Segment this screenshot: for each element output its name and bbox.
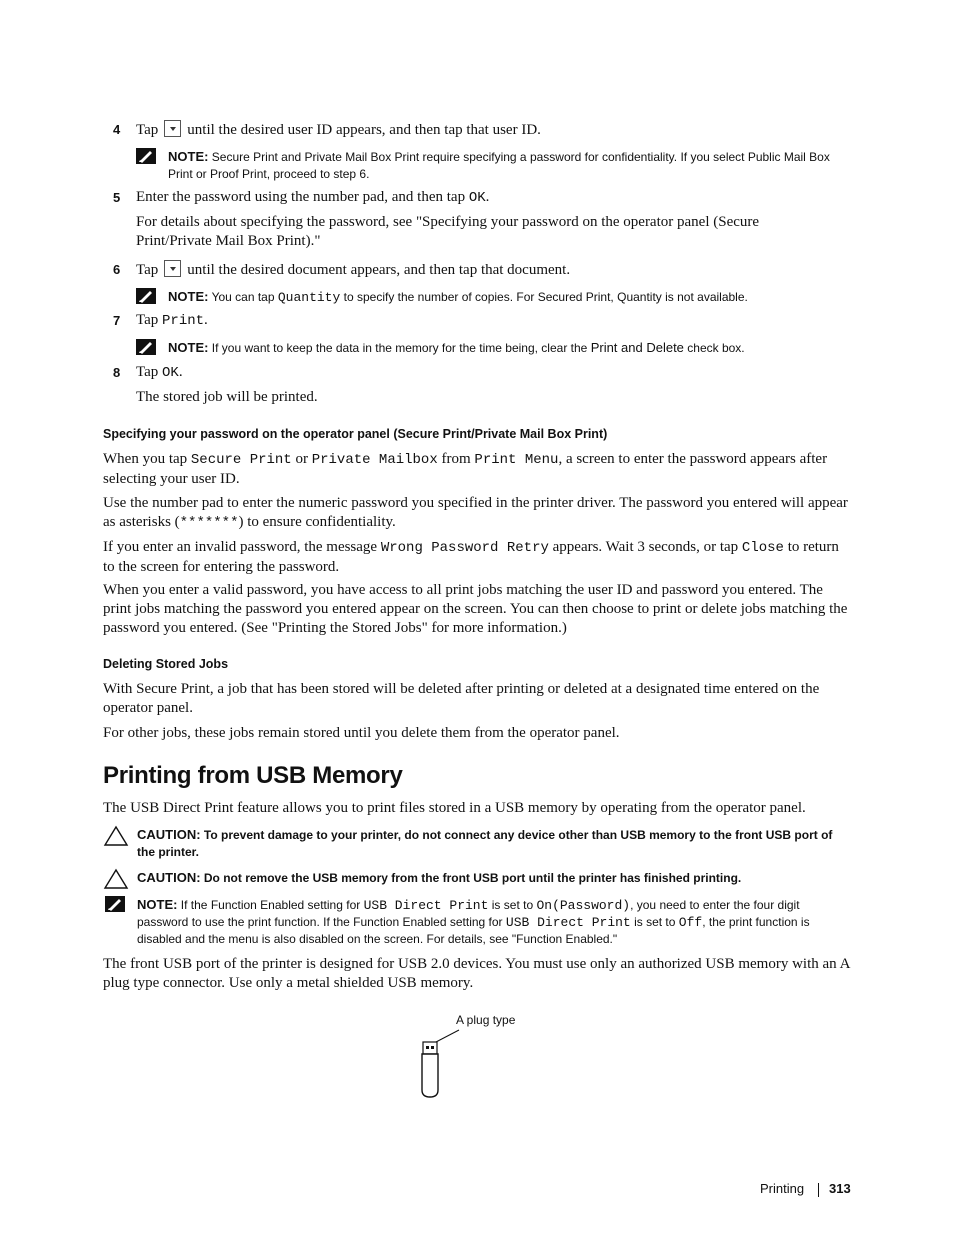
- step-5-text: Enter the password using the number pad, and then tap OK.: [136, 189, 490, 206]
- step-number: 4: [113, 122, 121, 137]
- paragraph: With Secure Print, a job that has been stored will be deleted after printing or deleted at a designated time entered on the operator panel.: [103, 681, 820, 716]
- step-number: 6: [113, 262, 121, 277]
- caution-1: CAUTION: To prevent damage to your printer, do not connect any device other than USB memory to the front USB port of the printer.: [137, 827, 833, 859]
- step-4-text: Tap until the desired user ID appears, and then tap that user ID.: [136, 122, 541, 138]
- footer-divider: [818, 1183, 819, 1197]
- step-number: 7: [113, 313, 121, 328]
- page-number: 313: [829, 1181, 851, 1196]
- caution-triangle-icon: [103, 825, 129, 847]
- paragraph: Use the number pad to enter the numeric password you specified in the printer driver. The password you entered will appear as asterisks (*******) to ensure confidentiality.: [103, 495, 848, 531]
- caution-2: CAUTION: Do not remove the USB memory from the front USB port until the printer has finished printing.: [137, 870, 742, 885]
- paragraph: For other jobs, these jobs remain stored until you delete them from the operator panel.: [103, 725, 620, 741]
- caution-triangle-icon: [103, 868, 129, 890]
- section-title: Printing from USB Memory: [103, 762, 403, 789]
- usb-memory-illustration: [415, 1026, 475, 1102]
- step-number: 5: [113, 190, 121, 205]
- paragraph: The front USB port of the printer is designed for USB 2.0 devices. You must use only an authorized USB memory with an A plug type connector. Use only a metal shielded USB memory.: [103, 956, 850, 991]
- step-8-detail: The stored job will be printed.: [136, 389, 318, 405]
- paragraph: When you enter a valid password, you have access to all print jobs matching the user ID and password you entered. The print jobs matching the password you entered appear on the screen. You can then choose to print or delete jobs matching the password you entered. (See "Printing the Stored Jobs" for more information.): [103, 582, 848, 636]
- note-1: NOTE: Secure Print and Private Mail Box Print require specifying a password for confidentiality. If you select Public Mail Box Print or Proof Print, proceed to step 6.: [168, 149, 830, 181]
- footer-section: Printing: [760, 1181, 805, 1196]
- note-pencil-icon: [135, 287, 157, 305]
- note-usb: NOTE: If the Function Enabled setting for USB Direct Print is set to On(Password), you need to enter the four digit password to use the print function. If the Function Enabled setting for USB Direct Print is set to Off, the print function is disabled and the menu is also disabled on the screen. For details, see "Function Enabled.": [137, 897, 810, 946]
- note-2: NOTE: You can tap Quantity to specify the number of copies. For Secured Print, Quantity is not available.: [168, 289, 748, 305]
- subsection-heading: Specifying your password on the operator panel (Secure Print/Private Mail Box Print): [103, 427, 608, 441]
- step-number: 8: [113, 365, 121, 380]
- down-arrow-button-icon: [164, 120, 181, 137]
- step-7-text: Tap Print.: [136, 312, 208, 329]
- down-arrow-button-icon: [164, 260, 181, 277]
- step-6-text: Tap until the desired document appears, and then tap that document.: [136, 262, 571, 278]
- subsection-heading: Deleting Stored Jobs: [103, 657, 229, 671]
- note-pencil-icon: [135, 338, 157, 356]
- step-8-text: Tap OK.: [136, 364, 183, 381]
- paragraph: When you tap Secure Print or Private Mailbox from Print Menu, a screen to enter the password appears after selecting your user ID.: [103, 451, 828, 487]
- note-3: NOTE: If you want to keep the data in the memory for the time being, clear the Print and Delete check box.: [168, 340, 745, 355]
- paragraph: If you enter an invalid password, the message Wrong Password Retry appears. Wait 3 seconds, or tap Close to return to the screen for entering the password.: [103, 539, 839, 575]
- note-pencil-icon: [104, 895, 126, 913]
- paragraph: The USB Direct Print feature allows you to print files stored in a USB memory by operating from the operator panel.: [103, 800, 806, 816]
- figure-label: A plug type: [456, 1013, 516, 1027]
- step-5-detail: For details about specifying the password, see "Specifying your password on the operator panel (Secure Print/Private Mail Box Print).": [136, 214, 760, 249]
- note-pencil-icon: [135, 147, 157, 165]
